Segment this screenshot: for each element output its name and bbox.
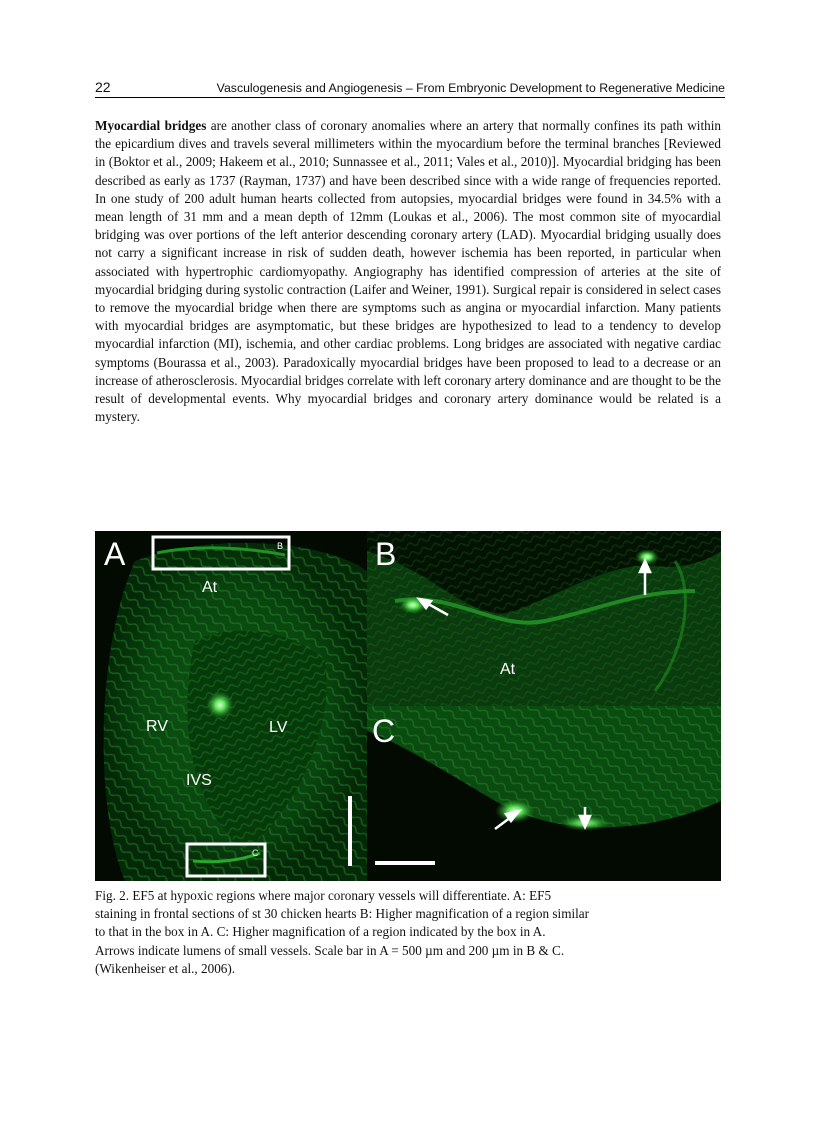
label-rv: RV bbox=[146, 718, 168, 735]
paragraph-lead: Myocardial bridges bbox=[95, 118, 207, 133]
figure-caption bbox=[95, 887, 725, 978]
running-header bbox=[95, 79, 725, 98]
running-title: Vasculogenesis and Angiogenesis – From Embryonic Development to Regenerative Medicine bbox=[216, 81, 725, 95]
paragraph-text: are another class of coronary anomalies where an artery that normally confines its path within the epicardium dives and travels several millimeters within the myocardium before the terminal branches [Reviewed in (Boktor et al., 2009; Hakeem et al., 2010; Sunnassee et al., 2011; Vales et al., 2010)]. Myocardial bridging has been described as early as 1737 (Rayman, 1737) and have been described since with a wide range of frequencies reported. In one study of 200 adult human hearts collected from autopsies, myocardial bridges were found in 34.5% with a mean length of 31 mm and a mean depth of 12mm (Loukas et al., 2006). The most common site of myocardial bridging was over portions of the left anterior descending coronary artery (LAD). Myocardial bridging usually does not carry a significant increase in risk of sudden death, however ischemia has been reported, in particular when associated with hypertrophic cardiomyopathy. Angiography has identified compression of arteries at the site of myocardial bridging during systolic contraction (Laifer and Weiner, 1991). Surgical repair is considered in select cases to remove the myocardial bridge when there are symptoms such as angina or myocardial infarction. Many patients with myocardial bridges are asymptomatic, but these bridges are hypothesized to lead to a tendency to develop myocardial infarction (MI), ischemia, and other cardiac problems. Long bridges are associated with negative cardiac symptoms (Bourassa et al., 2003). Paradoxically myocardial bridges have been proposed to lead to a decrease or an increase of atherosclerosis. Myocardial bridges correlate with left coronary artery dominance and are thought to be the result of developmental events. Why myocardial bridges and coronary artery dominance would be related is a mystery. bbox=[95, 118, 721, 425]
box-label-b: B bbox=[277, 541, 284, 551]
panel-b-image bbox=[367, 531, 721, 706]
caption-line: Arrows indicate lumens of small vessels. Scale bar in A = 500 µm and 200 µm in B & C. bbox=[95, 942, 565, 958]
panel-c-image bbox=[367, 706, 721, 881]
caption-line: staining in frontal sections of st 30 chicken hearts B: Higher magnification of a region similar bbox=[95, 906, 590, 922]
caption-line: (Wikenheiser et al., 2006). bbox=[95, 960, 236, 976]
panel-label-b: B bbox=[375, 536, 397, 572]
label-at-a: At bbox=[202, 579, 218, 596]
panel-label-c: C bbox=[372, 713, 396, 749]
caption-line: to that in the box in A. C: Higher magnification of a region indicated by the box in A. bbox=[95, 924, 546, 940]
box-label-c: C bbox=[252, 848, 259, 858]
fluorescence-micrograph bbox=[95, 531, 721, 881]
body-paragraph bbox=[95, 117, 721, 426]
figure-2 bbox=[95, 531, 721, 881]
label-lv: LV bbox=[269, 719, 288, 736]
label-at-b: At bbox=[500, 661, 516, 678]
label-ivs: IVS bbox=[186, 772, 212, 789]
page-number: 22 bbox=[95, 79, 111, 95]
panel-a-image bbox=[95, 531, 367, 881]
panel-label-a: A bbox=[104, 536, 126, 572]
caption-line: Fig. 2. EF5 at hypoxic regions where major coronary vessels will differentiate. A: EF5 bbox=[95, 888, 552, 903]
